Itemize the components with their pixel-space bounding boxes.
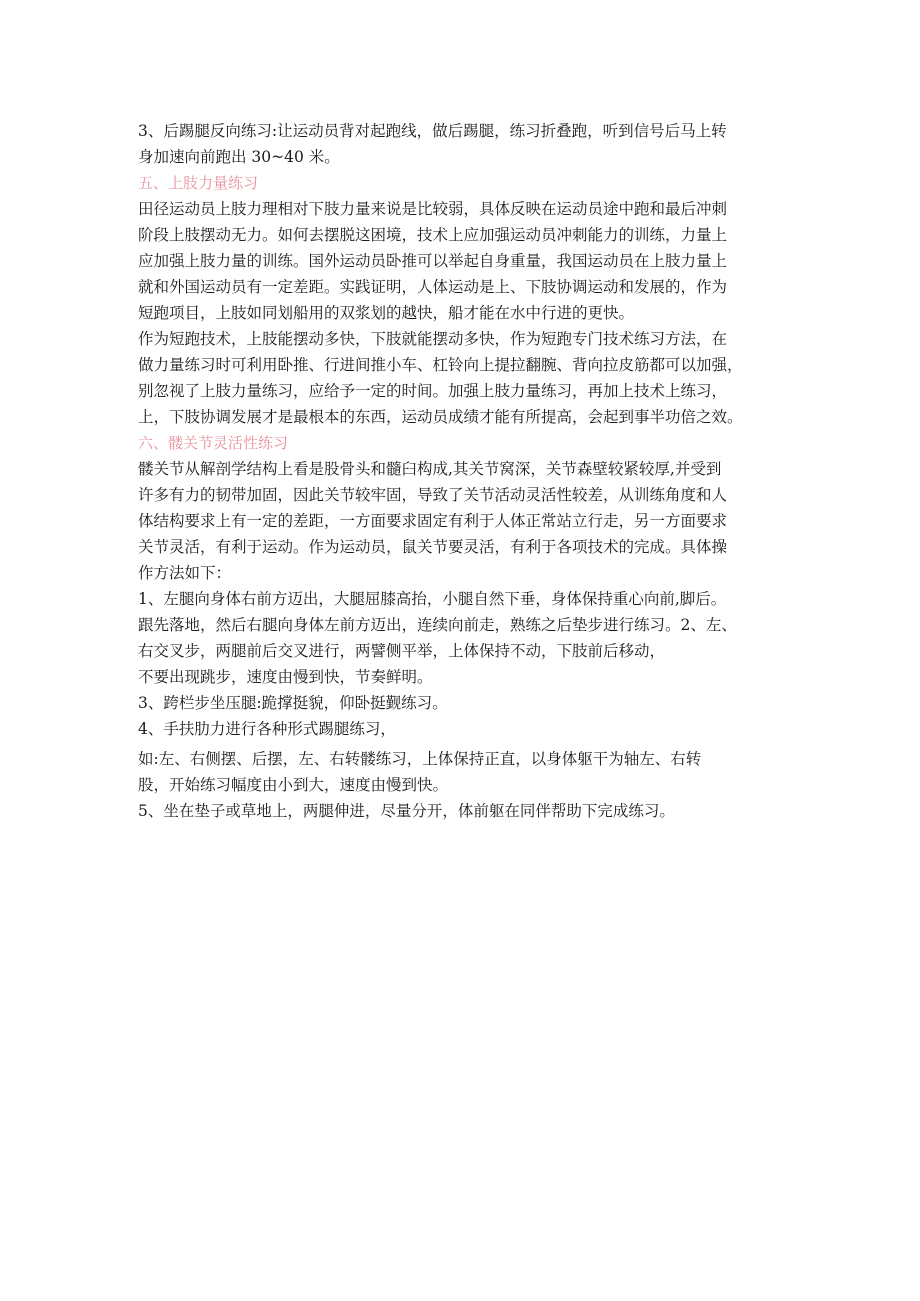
- text-line: 阶段上肢摆动无力。如何去摆脱这困境，技术上应加强运动员冲刺能力的训练，力量上: [138, 226, 728, 244]
- text-line: 股，开始练习幅度由小到大，速度由慢到快。: [138, 776, 449, 794]
- text-line: 关节灵活，有利于运动。作为运动员，鼠关节要灵活，有利于各项技术的完成。具体操: [138, 538, 728, 556]
- paragraph-hip-step-5: [138, 798, 798, 824]
- text-line: 体结构要求上有一定的差距，一方面要求固定有利于人体正常站立行走，另一方面要求: [138, 512, 728, 530]
- paragraph-hip-step-4-detail: [138, 746, 798, 798]
- paragraph-upper-limb-method: [138, 326, 798, 430]
- paragraph-kick-exercise: [138, 118, 798, 170]
- text-line: 上，下肢协调发展才是最根本的东西，运动员成绩才能有所提高，会起到事半功倍之效。: [138, 408, 743, 426]
- paragraph-upper-limb-intro: [138, 196, 798, 326]
- section-heading-upper-limb: 五、上肢力量练习: [138, 174, 259, 192]
- text-line: 应加强上肢力量的训练。国外运动员卧推可以举起自身重量，我国运动员在上肢力量上: [138, 252, 728, 270]
- text-line: 1、左腿向身体右前方迈出，大腿屈膝高抬，小腿自然下垂，身体保持重心向前,脚后。: [138, 590, 727, 608]
- paragraph-hip-step-1-2: [138, 586, 798, 690]
- text-line: 短跑项目，上肢如同划船用的双浆划的越快，船才能在水中行进的更快。: [138, 304, 635, 322]
- text-line: 3、后踢腿反向练习:让运动员背对起跑线，做后踢腿，练习折叠跑，听到信号后马上转: [138, 122, 727, 140]
- text-line: 作为短跑技术，上肢能摆动多快，下肢就能摆动多快，作为短跑专门技术练习方法，在: [138, 330, 728, 348]
- paragraph-hip-intro: [138, 456, 798, 586]
- text-line: 许多有力的韧带加固，因此关节较牢固，导致了关节活动灵活性较差，从训练角度和人: [138, 486, 728, 504]
- section-heading-hip-flexibility: 六、髅关节灵活性练习: [138, 434, 289, 452]
- paragraph-hip-step-3: [138, 690, 798, 716]
- text-line: 如:左、右侧摆、后摆，左、右转髅练习，上体保持正直，以身体躯干为轴左、右转: [138, 750, 702, 768]
- document-body: [138, 118, 798, 824]
- text-line: 别忽视了上肢力量练习，应给予一定的时间。加强上肢力量练习，再加上技术上练习，: [138, 382, 728, 400]
- text-line: 4、手扶肋力进行各种形式踢腿练习，: [138, 720, 396, 738]
- text-line: 作方法如下：: [138, 564, 232, 582]
- text-line: 3、跨栏步坐压腿:跪撑挺貌，仰卧挺觐练习。: [138, 694, 448, 712]
- text-line: 就和外国运动员有一定差距。实践证明，人体运动是上、下肢协调运动和发展的，作为: [138, 278, 728, 296]
- paragraph-hip-step-4: [138, 716, 798, 742]
- text-line: 跟先落地，然后右腿向身体左前方迈出，连续向前走，熟练之后垫步进行练习。2、左、: [138, 616, 737, 634]
- text-line: 身加速向前跑出 30~40 米。: [138, 148, 340, 166]
- text-line: 做力量练习时可利用卧推、行进间推小车、杠铃向上提拉翻腕、背向拉皮筋都可以加强，: [138, 356, 743, 374]
- text-line: 髅关节从解剖学结构上看是股骨头和髓臼构成,其关节窝深，关节森壁较紧较厚,并受到: [138, 460, 722, 478]
- text-line: 右交叉步，两腿前后交叉进行，两譬侧平举，上体保持不动，下肢前后移动，: [138, 642, 666, 660]
- text-line: 田径运动员上肢力理相对下肢力量来说是比较弱，具体反映在运动员途中跑和最后冲刺: [138, 200, 728, 218]
- text-line: 不要出现跳步，速度由慢到快，节奏鲜明。: [138, 668, 433, 686]
- text-line: 5、坐在垫子或草地上，两腿伸进，尽量分开，体前躯在同伴帮助下完成练习。: [138, 802, 675, 820]
